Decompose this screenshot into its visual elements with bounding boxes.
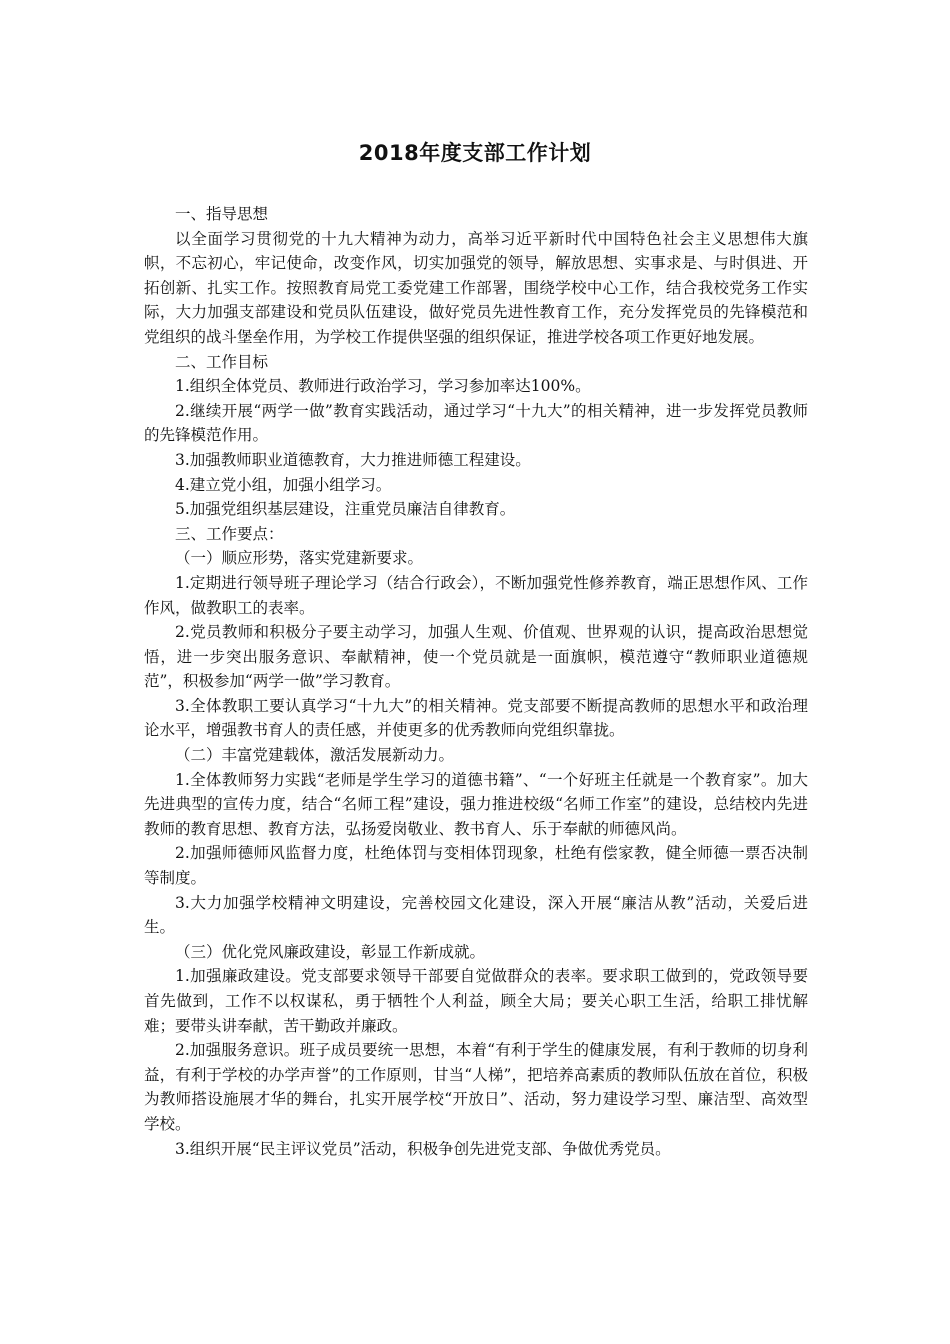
subheading: （一）顺应形势，落实党建新要求。 bbox=[175, 549, 424, 568]
heading-guiding-ideology: 一、指导思想 bbox=[175, 205, 269, 223]
list-item: 1.加强廉政建设。党支部要求领导干部要自觉做群众的表率。要求职工做到的，党政领导要首先做到，工作不以权谋私，勇于牺牲个人利益，顾全大局；要关心职工生活，给职工排忧解难；要带头讲奉献，苦干勤政并廉政。 bbox=[144, 967, 808, 1035]
list-item: 3.全体教职工要认真学习“十九大”的相关精神。党支部要不断提高教师的思想水平和政治理论水平，增强教书育人的责任感，并使更多的优秀教师向党组织靠拢。 bbox=[144, 696, 808, 740]
paragraph: 以全面学习贯彻党的十九大精神为动力，高举习近平新时代中国特色社会主义思想伟大旗帜，不忘初心，牢记使命，改变作风，切实加强党的领导，解放思想、实事求是、与时俱进、开拓创新、扎实工作。按照教育局党工委党建工作部署，围绕学校中心工作，结合我校党务工作实际，大力加强支部建设和党员队伍建设，做好党员先进性教育工作，充分发挥党员的先锋模范和党组织的战斗堡垒作用，为学校工作提供坚强的组织保证，推进学校各项工作更好地发展。 bbox=[144, 229, 808, 346]
document-body bbox=[144, 202, 808, 1161]
subheading: （二）丰富党建载体，激活发展新动力。 bbox=[175, 746, 455, 765]
heading-work-goals: 二、工作目标 bbox=[175, 352, 269, 371]
list-item: 5.加强党组织基层建设，注重党员廉洁自律教育。 bbox=[175, 500, 516, 519]
list-item: 2.党员教师和积极分子要主动学习，加强人生观、价值观、世界观的认识，提高政治思想觉悟，进一步突出服务意识、奉献精神，使一个党员就是一面旗帜，模范遵守“教师职业道德规范”，积极参加“两学一做”学习教育。 bbox=[144, 623, 808, 691]
subheading: （三）优化党风廉政建设，彰显工作新成就。 bbox=[175, 942, 486, 961]
list-item: 2.加强服务意识。班子成员要统一思想，本着“有利于学生的健康发展，有利于教师的切身利益，有利于学校的办学声誉”的工作原则，甘当“人梯”，把培养高素质的教师队伍放在首位，积极为教师搭设施展才华的舞台，扎实开展学校“开放日”、活动，努力建设学习型、廉洁型、高效型学校。 bbox=[144, 1041, 808, 1133]
list-item: 3.组织开展“民主评议党员”活动，积极争创先进党支部、争做优秀党员。 bbox=[175, 1139, 671, 1158]
list-item: 2.继续开展“两学一做”教育实践活动，通过学习“十九大”的相关精神，进一步发挥党员教师的先锋模范作用。 bbox=[144, 401, 808, 445]
document-title: 2018年度支部工作计划 bbox=[358, 141, 592, 165]
list-item: 1.组织全体党员、教师进行政治学习，学习参加率达100%。 bbox=[175, 377, 591, 396]
list-item: 3.大力加强学校精神文明建设，完善校园文化建设，深入开展“廉洁从教”活动，关爱后进生。 bbox=[144, 893, 808, 937]
list-item: 4.建立党小组，加强小组学习。 bbox=[175, 475, 392, 494]
list-item: 3.加强教师职业道德教育，大力推进师德工程建设。 bbox=[175, 450, 531, 469]
list-item: 1.定期进行领导班子理论学习（结合行政会），不断加强党性修养教育，端正思想作风、工作作风，做教职工的表率。 bbox=[144, 573, 808, 617]
heading-work-points: 三、工作要点： bbox=[175, 524, 284, 543]
list-item: 1.全体教师努力实践“老师是学生学习的道德书籍”、“一个好班主任就是一个教育家”。加大先进典型的宣传力度，结合“名师工程”建设，强力推进校级“名师工作室”的建设，总结校内先进教师的教育思想、教育方法，弘扬爱岗敬业、教书育人、乐于奉献的师德风尚。 bbox=[144, 770, 808, 838]
list-item: 2.加强师德师风监督力度，杜绝体罚与变相体罚现象，杜绝有偿家教，健全师德一票否决制等制度。 bbox=[144, 844, 808, 888]
